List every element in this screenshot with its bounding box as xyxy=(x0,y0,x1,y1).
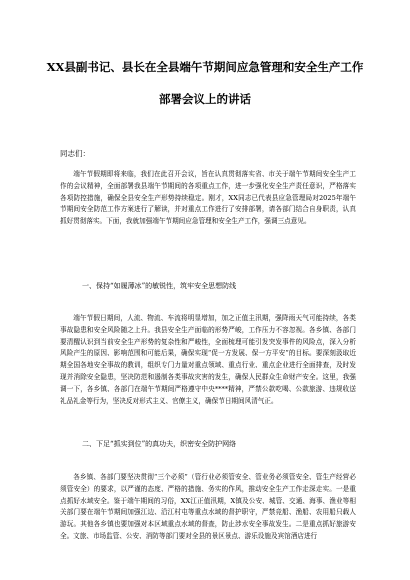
salutation: 同志们： xyxy=(60,149,90,158)
paragraph-intro: 端午节假期即将来临，我们在此召开会议，旨在认真贯彻落实省、市关于端午节期间安全生产工作的会议精神，全面部署我县端午节期间的各项重点工作，进一步强化安全生产责任意识，严格落实各项防控措施，确保全县安全生产形势持续稳定。刚才，XX同志已代表县应急管理局对2025年端午节期间安全防范工作方案进行了解读，并对重点工作进行了安排部署，请各部门结合自身职责，认真抓好贯彻落实。下面，我就加强端午节期间应急管理和安全生产工作，强调三点意见。 xyxy=(60,170,356,226)
section-heading-1: 一、保持“如履薄冰”的敏锐性，筑牢安全思想防线 xyxy=(82,282,237,290)
paragraph-section-1: 端午节假日期间，人流、物流、车流将明显增加，加之正值主汛期，强降雨天气可能持续，各类事故隐患和安全风险随之上升。我县安全生产面临的形势严峻，工作压力不容忽视。各乡镇、各部门要清醒认识到当前安全生产形势的复杂性和严峻性，全面梳理可能引发突发事件的风险点，深入分析风险产生的原因、影响范围和可能后果，确保实现“促一方发展、保一方平安”的目标。要深刻汲取近期全国各地安全事故的教训，组织专门力量对重点领域、重点行业、重点企业进行全面排查，及时发现并消除安全隐患，坚决防范和遏制各类事故灾害的发生，确保人民群众生命财产安全。这里，我强调一下，各乡镇、各部门在端午节期间严格遵守中央****精神，严禁公款吃喝、公款旅游、违规收送礼品礼金等行为，坚决反对形式主义、官僚主义，确保节日期间风清气正。 xyxy=(60,314,356,405)
paragraph-section-2: 各乡镇、各部门要坚决贯彻“三个必须”（管行业必须管安全、管业务必须管安全、管生产经营必须管安全）的要求，以严谨的态度、严格的措施、务实的作风，推动安全生产工作走深走实。一是重点抓好水域安全。鉴于端午期间的习俗，XX江正值汛期，X镇及公安、城管、交通、海事、渔业等相关部门要在端午节期间加强江边、沿江村屯等重点水域的督护职守，严禁竞船、渔船、农用船只载人游玩。其他各乡镇也要加强对本区域重点水域的督查，防止涉水安全事故发生。二是重点抓好旅游安全。文旅、市场监管、公安、消防等部门要对全县的景区景点、游乐设施及宾馆酒店进行 xyxy=(60,473,356,540)
section-heading-2: 二、下足“抓实到位”的真功夫，织密安全防护网络 xyxy=(82,440,237,448)
document-title-line-1: XX县副书记、县长在全县端午节期间应急管理和安全生产工作 xyxy=(46,60,364,74)
document-title-line-2: 部署会议上的讲话 xyxy=(159,92,251,106)
